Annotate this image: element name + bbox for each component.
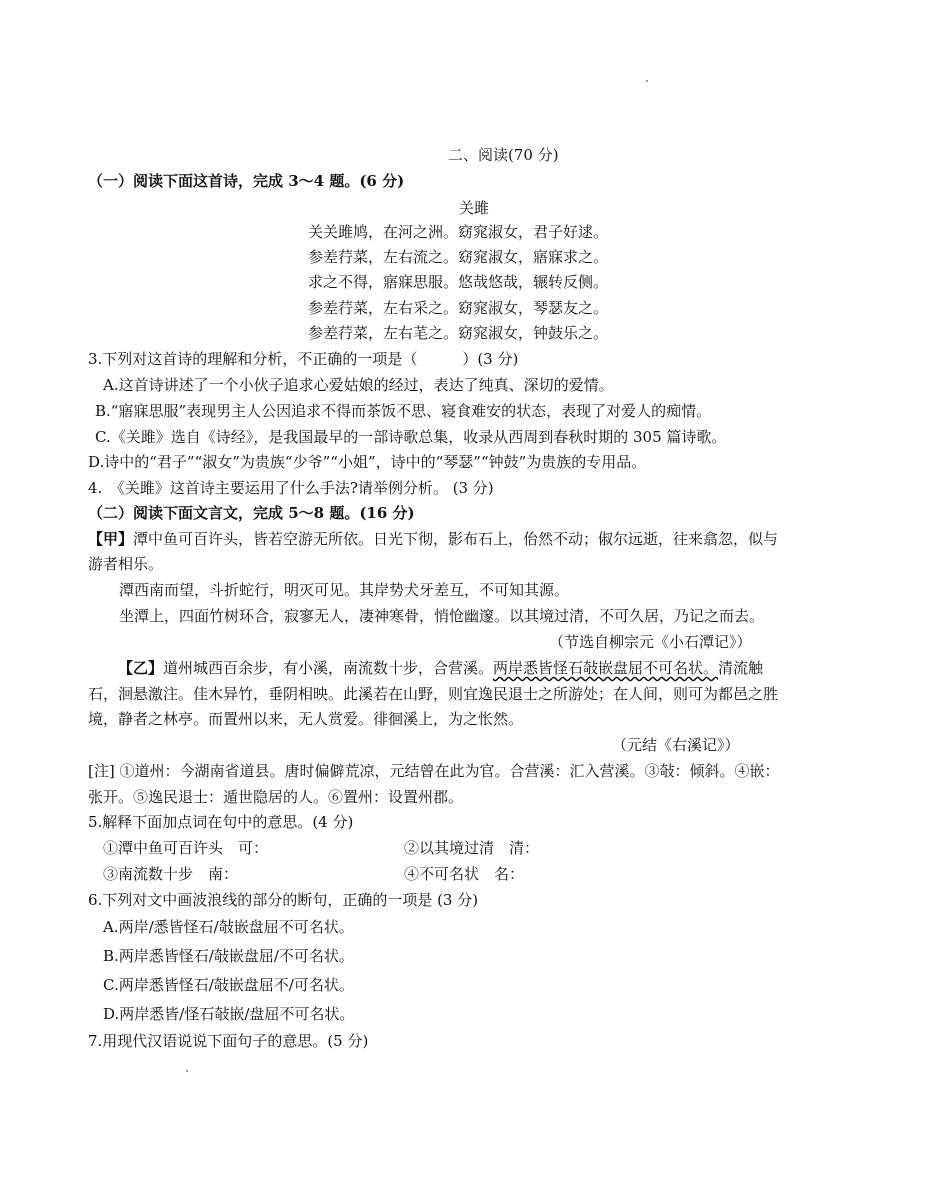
passage-yi-line: 境，静者之林亭。而置州以来，无人赏爱。徘徊溪上，为之怅然。 [88,710,524,728]
scan-dot [186,1070,188,1072]
passage-jia-line [88,529,778,549]
part1-heading: （一）阅读下面这首诗，完成 3～4 题。(6 分) [88,172,405,190]
poem-line: 参差荇菜，左右流之。窈窕淑女，寤寐求之。 [308,248,609,266]
question-6-stem: 6.下列对文中画波浪线的部分的断句，正确的一项是 (3 分) [88,891,479,909]
poem-title: 关雎 [459,199,490,217]
annotation-line: [注] ①道州：今湖南省道县。唐时偏僻荒凉，元结曾在此为官。合营溪：汇入营溪。③敧：倾斜。④嵌： [88,762,780,780]
part2-heading: （二）阅读下面文言文，完成 5～8 题。(16 分) [88,504,415,522]
poem-line: 求之不得，寤寐思服。悠哉悠哉，辗转反侧。 [308,273,609,291]
passage-jia-text: 潭中鱼可百许头，皆若空游无所依。日光下彻，影布石上，佁然不动；俶尔远逝，往来翕忽，似与 [133,530,779,548]
question-3-option-a: A.这首诗讲述了一个小伙子追求心爱姑娘的经过，表达了纯真、深切的爱情。 [103,376,614,394]
passage-yi-line [118,658,763,678]
passage-jia-source: （节选自柳宗元《小石潭记》） [549,633,752,651]
question-3-option-d: D.诗中的“君子”“淑女”为贵族“少爷”“小姐”，诗中的“琴瑟”“钟鼓”为贵族的专用品。 [88,453,647,471]
question-4: 4. 《关雎》这首诗主要运用了什么手法?请举例分析。 (3 分) [88,479,494,497]
passage-yi-text: 道州城西百余步，有小溪，南流数十步，合营溪。 [163,659,494,677]
passage-yi-source: （元结《右溪记》） [612,736,740,754]
question-6-option-b: B.两岸悉皆怪石/敧嵌盘屈/不可名状。 [103,947,354,965]
question-6-option-c: C.两岸悉皆怪石/敧嵌盘屈不/可名状。 [103,976,354,994]
passage-yi-line: 石，洄悬激注。佳木异竹，垂阴相映。此溪若在山野，则宜逸民退士之所游处；在人间，则可为都邑之胜 [88,685,779,703]
passage-jia-line: 潭西南而望，斗折蛇行，明灭可见。其岸势犬牙差互，不可知其源。 [119,581,570,599]
question-5-item: ③南流数十步 南： [103,865,239,883]
passage-yi-text: 清流触 [718,659,764,677]
passage-jia-line: 坐潭上，四面竹树环合，寂寥无人，凄神寒骨，悄怆幽邃。以其境过清，不可久居，乃记之而去。 [119,607,765,625]
poem-line: 参差荇菜，左右芼之。窈窕淑女，钟鼓乐之。 [308,324,609,342]
question-3-stem: 3.下列对这首诗的理解和分析，不正确的一项是（ ）(3 分) [88,350,519,368]
question-5-item: ④不可名状 名： [404,865,525,883]
passage-yi-label: 【乙】 [118,659,164,677]
question-5-stem: 5.解释下面加点词在句中的意思。(4 分) [88,813,354,831]
scan-dot [646,80,648,82]
question-3-option-c: C.《关雎》选自《诗经》，是我国最早的一部诗歌总集，收录从西周到春秋时期的 305 篇诗歌。 [95,428,727,446]
question-5-item: ①潭中鱼可百许头 可： [103,839,269,857]
section-title: 二、阅读(70 分) [448,146,559,164]
poem-line: 关关雎鸠，在河之洲。窈窕淑女，君子好逑。 [308,223,609,241]
question-6-option-d: D.两岸悉皆/怪石敧嵌/盘屈不可名状。 [103,1005,355,1023]
passage-jia-line: 游者相乐。 [88,555,164,573]
question-3-option-b: B.“寤寐思服”表现男主人公因追求不得而茶饭不思、寝食难安的状态，表现了对爱人的痴情。 [95,402,712,420]
wavy-underlined-text: 两岸悉皆怪石敧嵌盘屈不可名状。 [493,659,719,677]
question-5-item: ②以其境过清 清： [404,839,540,857]
poem-line: 参差荇菜，左右采之。窈窕淑女，琴瑟友之。 [308,299,609,317]
question-6-option-a: A.两岸/悉皆怪石/敧嵌盘屈不可名状。 [103,918,354,936]
passage-jia-label: 【甲】 [88,530,134,548]
annotation-line: 张开。⑤逸民退士：遁世隐居的人。⑥置州：设置州郡。 [88,788,464,806]
question-7-stem: 7.用现代汉语说说下面句子的意思。(5 分) [88,1032,369,1050]
